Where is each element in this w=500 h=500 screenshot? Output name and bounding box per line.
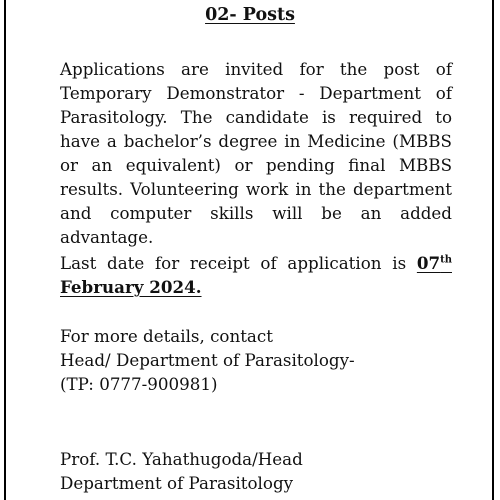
- deadline-day: 07: [416, 253, 441, 273]
- signatory-department: Department of Parasitology: [60, 473, 294, 493]
- deadline-day-suffix: th: [440, 254, 452, 266]
- contact-phone: (TP: 0777-900981): [60, 374, 218, 394]
- contact-block: [60, 324, 452, 396]
- contact-office: Head/ Department of Parasitology-: [60, 350, 355, 370]
- job-description: Applications are invited for the post of Temporary Demonstrator - Department of Parasitology. The candidate is required to have a bachelor’s degree in Medicine (MBBS or an equivalent) or pending final MBBS results. Volunteering work in the department and computer skills will be an added advantage.: [60, 59, 452, 247]
- posts-heading: 02- Posts: [205, 5, 295, 25]
- contact-intro: For more details, contact: [60, 326, 273, 346]
- deadline-month-year: February 2024.: [60, 277, 202, 297]
- signatory-name: Prof. T.C. Yahathugoda/Head: [60, 449, 303, 469]
- deadline-prefix: Last date for receipt of application is: [60, 253, 417, 273]
- deadline-text: [60, 251, 452, 299]
- signatory-block: [60, 447, 452, 495]
